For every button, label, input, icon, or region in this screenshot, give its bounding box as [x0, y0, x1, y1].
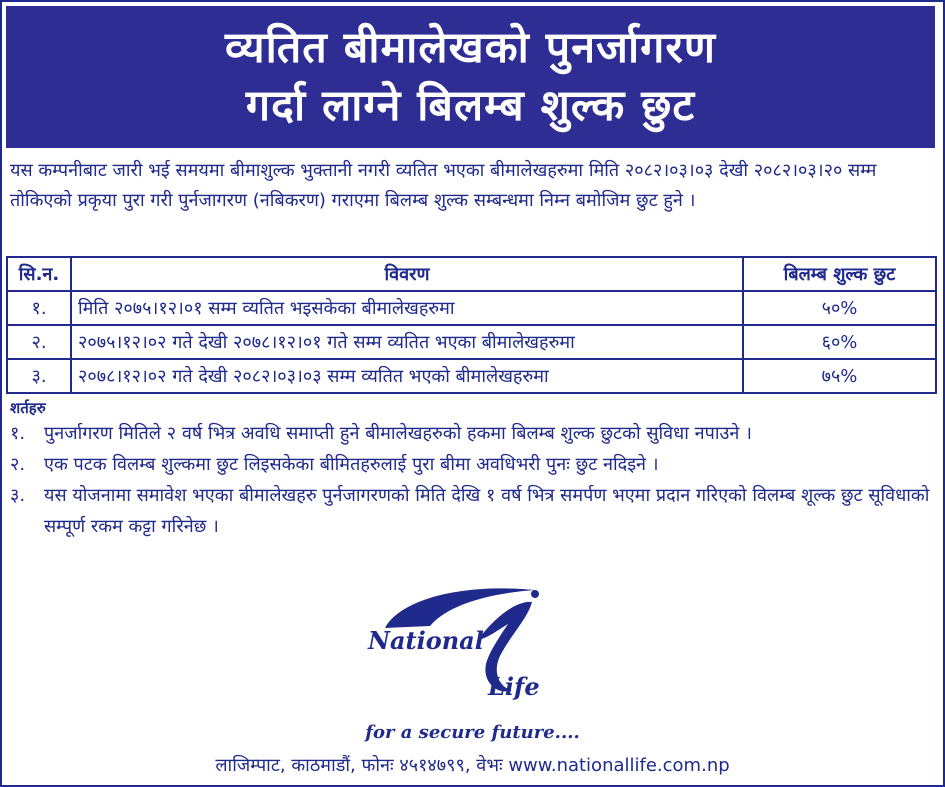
row-serial: ३.	[7, 359, 71, 393]
contact-footer: लाजिम्पाट, काठमाडौं, फोनः ४५१४७९९, वेभः www.nationallife.com.np	[215, 755, 730, 776]
row-description: मिति २०७५।१२।०१ सम्म व्यतित भइसकेका बीमालेखहरुमा	[71, 291, 743, 325]
intro-paragraph: यस कम्पनीबाट जारी भई समयमा बीमाशुल्क भुक्तानी नगरी व्यतित भएका बीमालेखहरुमा मिति २०८२।०३।०३ देखी २०८२।०३।२० सम्म तोकिएको प्रकृया पुरा गरी पुर्नजागरण (नबिकरण) गराएमा बिलम्ब शुल्क सम्बन्धमा निम्न बमोजिम छुट हुने ।	[10, 160, 877, 211]
row-discount-percent: ७५%	[743, 359, 936, 393]
row-serial: १.	[7, 291, 71, 325]
row-serial: २.	[7, 325, 71, 359]
title-line-1: व्यतित बीमालेखको पुनर्जागरण	[225, 23, 716, 73]
row-discount-percent: ६०%	[743, 325, 936, 359]
condition-text: एक पटक विलम्ब शुल्कमा छुट लिइसकेका बीमितहरुलाई पुरा बीमा अवधिभरी पुनः छुट नदिइने ।	[44, 454, 659, 475]
logo-word-life: Life	[488, 672, 540, 701]
row-description: २०७५।१२।०२ गते देखी २०७८।१२।०१ गते सम्म व्यतित भएका बीमालेखहरुमा	[71, 325, 743, 359]
table-row	[7, 359, 936, 393]
discount-table	[6, 256, 937, 394]
notice-title-banner	[6, 6, 935, 148]
header-late-fee-discount: बिलम्ब शुल्क छुट	[743, 257, 936, 291]
conditions-heading: शर्तहरु	[10, 399, 46, 417]
header-description: विवरण	[71, 257, 743, 291]
table-row	[7, 325, 936, 359]
logo-word-national: National	[368, 626, 484, 655]
condition-text: यस योजनामा समावेश भएका बीमालेखहरु पुर्नजागरणको मिति देखि १ वर्ष भित्र समर्पण भएमा प्रदान गरिएको विलम्ब शूल्क छुट सूविधाको सम्पूर्ण रकम कट्टा गरिनेछ ।	[44, 485, 930, 537]
title-line-2: गर्दा लाग्ने बिलम्ब शुल्क छुट	[245, 81, 696, 131]
condition-item	[10, 418, 935, 449]
condition-number: १.	[10, 423, 26, 444]
table-row	[7, 291, 936, 325]
condition-item	[10, 480, 935, 542]
logo-tagline: for a secure future....	[365, 722, 580, 743]
condition-number: ३.	[10, 485, 26, 506]
condition-text: पुनर्जागरण मितिले २ वर्ष भित्र अवधि समाप्ती हुने बीमालेखहरुको हकमा बिलम्ब शुल्क छुटको सुविधा नपाउने ।	[44, 423, 752, 444]
condition-item	[10, 449, 935, 480]
table-header-row	[7, 257, 936, 291]
condition-number: २.	[10, 454, 26, 475]
row-discount-percent: ५०%	[743, 291, 936, 325]
conditions-section	[10, 398, 935, 542]
header-serial-number: सि.न.	[7, 257, 71, 291]
row-description: २०७८।१२।०२ गते देखी २०८२।०३।०३ सम्म व्यतित भएको बीमालेखहरुमा	[71, 359, 743, 393]
